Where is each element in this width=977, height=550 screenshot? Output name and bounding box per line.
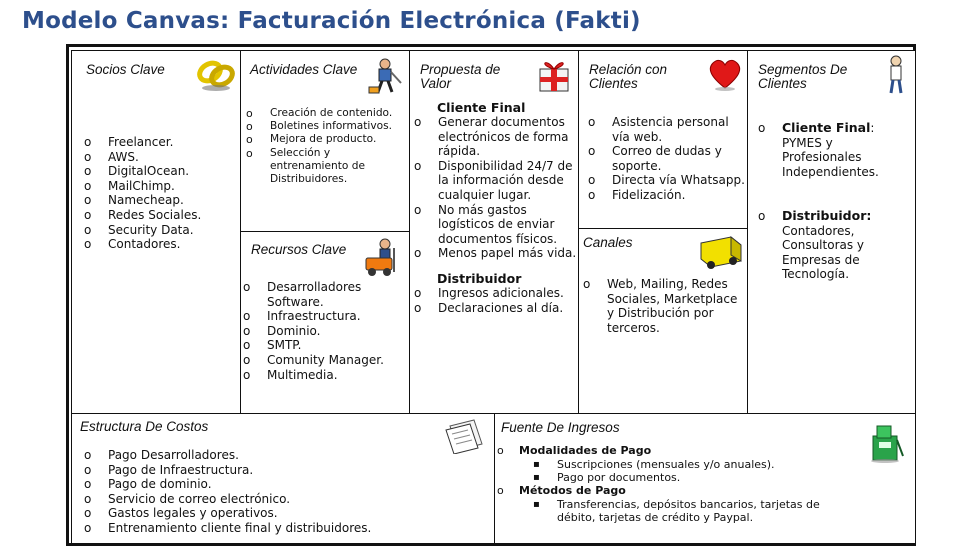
cell-fuente-ingresos [494, 413, 916, 544]
list-item: o Boletines informativos. [246, 120, 406, 133]
list-item: o Directa vía Whatsapp. [588, 173, 746, 188]
segmentos-cliente-final-title: Cliente Final [782, 120, 871, 135]
propuesta-content [414, 100, 578, 315]
list-item: o Multimedia. [243, 368, 409, 383]
list-item: o Servicio de correo electrónico. [84, 492, 484, 507]
truck-icon [697, 233, 745, 271]
list-item: o Ingresos adicionales. [414, 286, 578, 301]
propuesta-cliente-final-title: Cliente Final [437, 100, 526, 115]
segmentos-distribuidor: o Distribuidor: Contadores, Consultoras y Empresas de Tecnología. [758, 209, 914, 282]
canales-header: Canales [583, 235, 633, 250]
relacion-header: Relación con Clientes [589, 62, 668, 91]
actividades-list [246, 107, 406, 186]
propuesta-cliente-final-list [414, 115, 578, 261]
list-item: ▪ Transferencias, depósitos bancarios, tarjetas de débito, tarjetas de crédito y Paypal. [519, 498, 859, 524]
cell-propuesta-de-valor [409, 50, 579, 414]
list-item: o Pago de dominio. [84, 477, 484, 492]
list-item: o Web, Mailing, Redes Sociales, Marketplace y Distribución por terceros. [583, 277, 747, 335]
list-item: o Entrenamiento cliente final y distribuidores. [84, 521, 484, 536]
list-item: o Gastos legales y operativos. [84, 506, 484, 521]
segmentos-cliente-final-text: PYMES y Profesionales Independientes. [782, 135, 879, 179]
chain-link-icon [194, 55, 238, 93]
list-item: o SMTP. [243, 338, 409, 353]
propuesta-distribuidor-title: Distribuidor [437, 270, 522, 286]
list-item: o Creación de contenido. [246, 107, 406, 120]
person-icon [880, 55, 912, 95]
page-title: Modelo Canvas: Facturación Electrónica (Fakti) [22, 8, 641, 34]
list-item: o Correo de dudas y soporte. [588, 144, 746, 173]
list-item: o DigitalOcean. [84, 164, 201, 179]
cell-segmentos-clientes [747, 50, 916, 414]
ingresos-group [497, 444, 897, 484]
costos-header: Estructura De Costos [80, 419, 209, 434]
business-model-canvas [66, 44, 916, 546]
cell-recursos-clave [240, 231, 410, 414]
relacion-list [588, 115, 746, 203]
list-item: o Freelancer. [84, 135, 201, 150]
list-item: o Fidelización. [588, 188, 746, 203]
list-item: o Menos papel más vida. [414, 246, 578, 261]
segmentos-distribuidor-text: Contadores, Consultoras y Empresas de Tecnología. [782, 223, 865, 282]
list-item: o Declaraciones al día. [414, 301, 578, 316]
recursos-list [243, 280, 409, 382]
list-item: o Asistencia personal vía web. [588, 115, 746, 144]
gift-icon [534, 55, 574, 95]
cell-canales [578, 228, 748, 414]
list-item: o Mejora de producto. [246, 133, 406, 146]
heart-icon [707, 57, 743, 91]
recursos-header: Recursos Clave [251, 242, 347, 257]
list-item: o Pago Desarrolladores. [84, 448, 484, 463]
list-item: o Dominio. [243, 324, 409, 339]
ingresos-group [497, 484, 897, 524]
list-item: ▪ Pago por documentos. [519, 471, 897, 484]
ingresos-group-items [519, 458, 897, 484]
list-item: o Namecheap. [84, 193, 201, 208]
list-item: o Disponibilidad 24/7 de la información desde cualquier lugar. [414, 159, 578, 203]
forklift-worker-icon [361, 236, 405, 278]
ingresos-group-title: Modalidades de Pago [519, 444, 652, 457]
cell-socios-clave [71, 50, 241, 414]
ingresos-header: Fuente De Ingresos [501, 420, 620, 435]
list-item: o Redes Sociales. [84, 208, 201, 223]
list-item: o Generar documentos electrónicos de forma rápida. [414, 115, 578, 159]
list-item: o No más gastos logísticos de enviar documentos físicos. [414, 203, 578, 247]
actividades-header: Actividades Clave [250, 62, 358, 77]
list-item: o AWS. [84, 150, 201, 165]
cell-actividades-clave [240, 50, 410, 232]
segmentos-cliente-final: o Cliente Final: PYMES y Profesionales Independientes. [758, 120, 879, 179]
costos-list [84, 448, 484, 536]
list-item: o Desarrolladores Software. [243, 280, 409, 309]
cell-relacion-clientes [578, 50, 748, 229]
list-item: o MailChimp. [84, 179, 201, 194]
canales-list [583, 277, 747, 335]
segmentos-distribuidor-title: Distribuidor: [782, 208, 872, 223]
list-item: o Selección y entrenamiento de Distribuidores. [246, 147, 406, 187]
ingresos-list [497, 444, 897, 524]
propuesta-distribuidor-list [414, 286, 578, 315]
list-item: ▪ Suscripciones (mensuales y/o anuales). [519, 458, 897, 471]
socios-header: Socios Clave [86, 62, 165, 77]
list-item: o Security Data. [84, 223, 201, 238]
list-item: o Comunity Manager. [243, 353, 409, 368]
list-item: o Infraestructura. [243, 309, 409, 324]
list-item: o Contadores. [84, 237, 201, 252]
worker-icon [365, 57, 405, 95]
propuesta-header: Propuesta de Valor [420, 62, 501, 91]
list-item: o Pago de Infraestructura. [84, 463, 484, 478]
ingresos-group-title: Métodos de Pago [519, 484, 626, 497]
ingresos-group-items [519, 498, 859, 524]
cell-estructura-costos [71, 413, 495, 544]
segmentos-header: Segmentos De Clientes [758, 62, 848, 91]
socios-list [84, 135, 201, 252]
